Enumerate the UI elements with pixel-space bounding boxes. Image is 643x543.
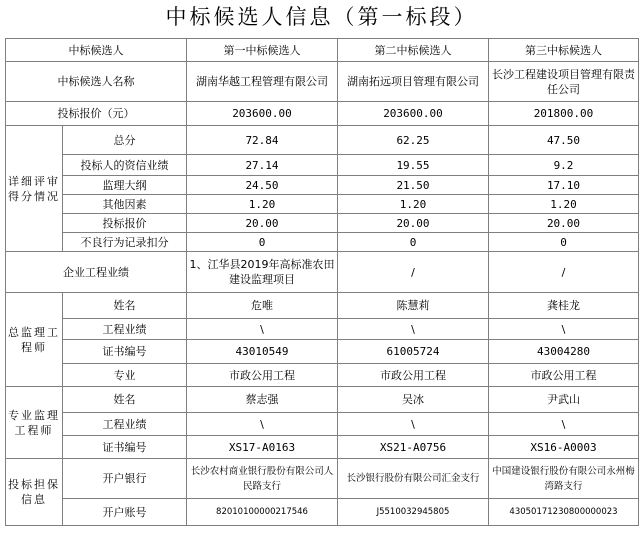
score-row xyxy=(6,155,639,176)
specialist-performance-2: \ xyxy=(338,413,489,436)
score-row xyxy=(6,233,639,252)
specialist-name-label: 姓名 xyxy=(63,387,187,413)
specialist-cert-row xyxy=(6,436,639,459)
performance-label: 企业工程业绩 xyxy=(6,252,187,293)
candidate-name-1: 湖南华越工程管理有限公司 xyxy=(187,62,338,102)
guarantee-account-2: J5510032945805 xyxy=(338,499,489,526)
score-value: 19.55 xyxy=(338,155,489,176)
score-value: 20.00 xyxy=(489,214,639,233)
chief-cert-1: 43010549 xyxy=(187,340,338,364)
specialist-name-1: 蔡志强 xyxy=(187,387,338,413)
chief-name-2: 陈慧莉 xyxy=(338,293,489,319)
specialist-cert-1: XS17-A0163 xyxy=(187,436,338,459)
score-value: 1.20 xyxy=(338,195,489,214)
performance-value-1: 1、江华县2019年高标准农田建设监理项目 xyxy=(187,252,338,293)
candidate-info-table xyxy=(5,38,639,526)
score-value: 0 xyxy=(338,233,489,252)
score-value: 72.84 xyxy=(187,126,338,155)
chief-performance-1: \ xyxy=(187,319,338,340)
chief-performance-2: \ xyxy=(338,319,489,340)
specialist-performance-label: 工程业绩 xyxy=(63,413,187,436)
bid-price-2: 203600.00 xyxy=(338,102,489,126)
score-row xyxy=(6,214,639,233)
guarantee-group-label: 投标担保信息 xyxy=(6,459,63,526)
guarantee-account-label: 开户账号 xyxy=(63,499,187,526)
specialist-cert-label: 证书编号 xyxy=(63,436,187,459)
bid-price-label: 投标报价（元） xyxy=(6,102,187,126)
chief-cert-2: 61005724 xyxy=(338,340,489,364)
candidate-name-2: 湖南拓远项目管理有限公司 xyxy=(338,62,489,102)
chief-cert-label: 证书编号 xyxy=(63,340,187,364)
chief-name-row xyxy=(6,293,639,319)
header-label: 中标候选人 xyxy=(6,39,187,62)
score-value: 62.25 xyxy=(338,126,489,155)
score-label: 投标报价 xyxy=(63,214,187,233)
performance-value-2: / xyxy=(338,252,489,293)
guarantee-bank-2: 长沙银行股份有限公司汇金支行 xyxy=(338,459,489,499)
score-value: 21.50 xyxy=(338,176,489,195)
guarantee-bank-label: 开户银行 xyxy=(63,459,187,499)
score-value: 1.20 xyxy=(187,195,338,214)
chief-cert-3: 43004280 xyxy=(489,340,639,364)
guarantee-account-row xyxy=(6,499,639,526)
score-value: 24.50 xyxy=(187,176,338,195)
header-row xyxy=(6,39,639,62)
score-value: 20.00 xyxy=(338,214,489,233)
chief-performance-3: \ xyxy=(489,319,639,340)
chief-engineer-group-label: 总监理工程师 xyxy=(6,293,63,387)
score-label: 监理大纲 xyxy=(63,176,187,195)
score-value: 0 xyxy=(187,233,338,252)
chief-major-2: 市政公用工程 xyxy=(338,364,489,387)
header-candidate-2: 第二中标候选人 xyxy=(338,39,489,62)
performance-value-3: / xyxy=(489,252,639,293)
score-label: 总分 xyxy=(63,126,187,155)
chief-cert-row xyxy=(6,340,639,364)
guarantee-bank-3: 中国建设银行股份有限公司永州梅湾路支行 xyxy=(489,459,639,499)
guarantee-bank-row xyxy=(6,459,639,499)
specialist-performance-row xyxy=(6,413,639,436)
header-candidate-3: 第三中标候选人 xyxy=(489,39,639,62)
performance-row xyxy=(6,252,639,293)
guarantee-bank-1: 长沙农村商业银行股份有限公司人民路支行 xyxy=(187,459,338,499)
score-value: 9.2 xyxy=(489,155,639,176)
score-value: 0 xyxy=(489,233,639,252)
candidate-name-3: 长沙工程建设项目管理有限责任公司 xyxy=(489,62,639,102)
score-value: 47.50 xyxy=(489,126,639,155)
chief-performance-label: 工程业绩 xyxy=(63,319,187,340)
specialist-name-3: 尹武山 xyxy=(489,387,639,413)
candidate-name-row xyxy=(6,62,639,102)
score-row xyxy=(6,126,639,155)
specialist-cert-3: XS16-A0003 xyxy=(489,436,639,459)
score-label: 其他因素 xyxy=(63,195,187,214)
chief-major-3: 市政公用工程 xyxy=(489,364,639,387)
chief-major-label: 专业 xyxy=(63,364,187,387)
bid-price-3: 201800.00 xyxy=(489,102,639,126)
guarantee-account-1: 82010100000217546 xyxy=(187,499,338,526)
page-title: 中标候选人信息（第一标段） xyxy=(165,5,478,29)
score-value: 1.20 xyxy=(489,195,639,214)
guarantee-account-3: 43050171230800000023 xyxy=(489,499,639,526)
specialist-engineer-group-label: 专业监理工程师 xyxy=(6,387,63,459)
chief-name-label: 姓名 xyxy=(63,293,187,319)
score-value: 20.00 xyxy=(187,214,338,233)
chief-performance-row xyxy=(6,319,639,340)
score-label: 投标人的资信业绩 xyxy=(63,155,187,176)
header-candidate-1: 第一中标候选人 xyxy=(187,39,338,62)
specialist-name-2: 吴冰 xyxy=(338,387,489,413)
specialist-performance-3: \ xyxy=(489,413,639,436)
score-value: 27.14 xyxy=(187,155,338,176)
score-label: 不良行为记录扣分 xyxy=(63,233,187,252)
chief-major-1: 市政公用工程 xyxy=(187,364,338,387)
chief-name-1: 危唯 xyxy=(187,293,338,319)
specialist-cert-2: XS21-A0756 xyxy=(338,436,489,459)
score-value: 17.10 xyxy=(489,176,639,195)
bid-price-row xyxy=(6,102,639,126)
scores-group-label: 详细评审得分情况 xyxy=(6,126,63,252)
candidate-name-label: 中标候选人名称 xyxy=(6,62,187,102)
bid-price-1: 203600.00 xyxy=(187,102,338,126)
specialist-performance-1: \ xyxy=(187,413,338,436)
specialist-name-row xyxy=(6,387,639,413)
score-row xyxy=(6,176,639,195)
chief-name-3: 龚桂龙 xyxy=(489,293,639,319)
chief-major-row xyxy=(6,364,639,387)
score-row xyxy=(6,195,639,214)
